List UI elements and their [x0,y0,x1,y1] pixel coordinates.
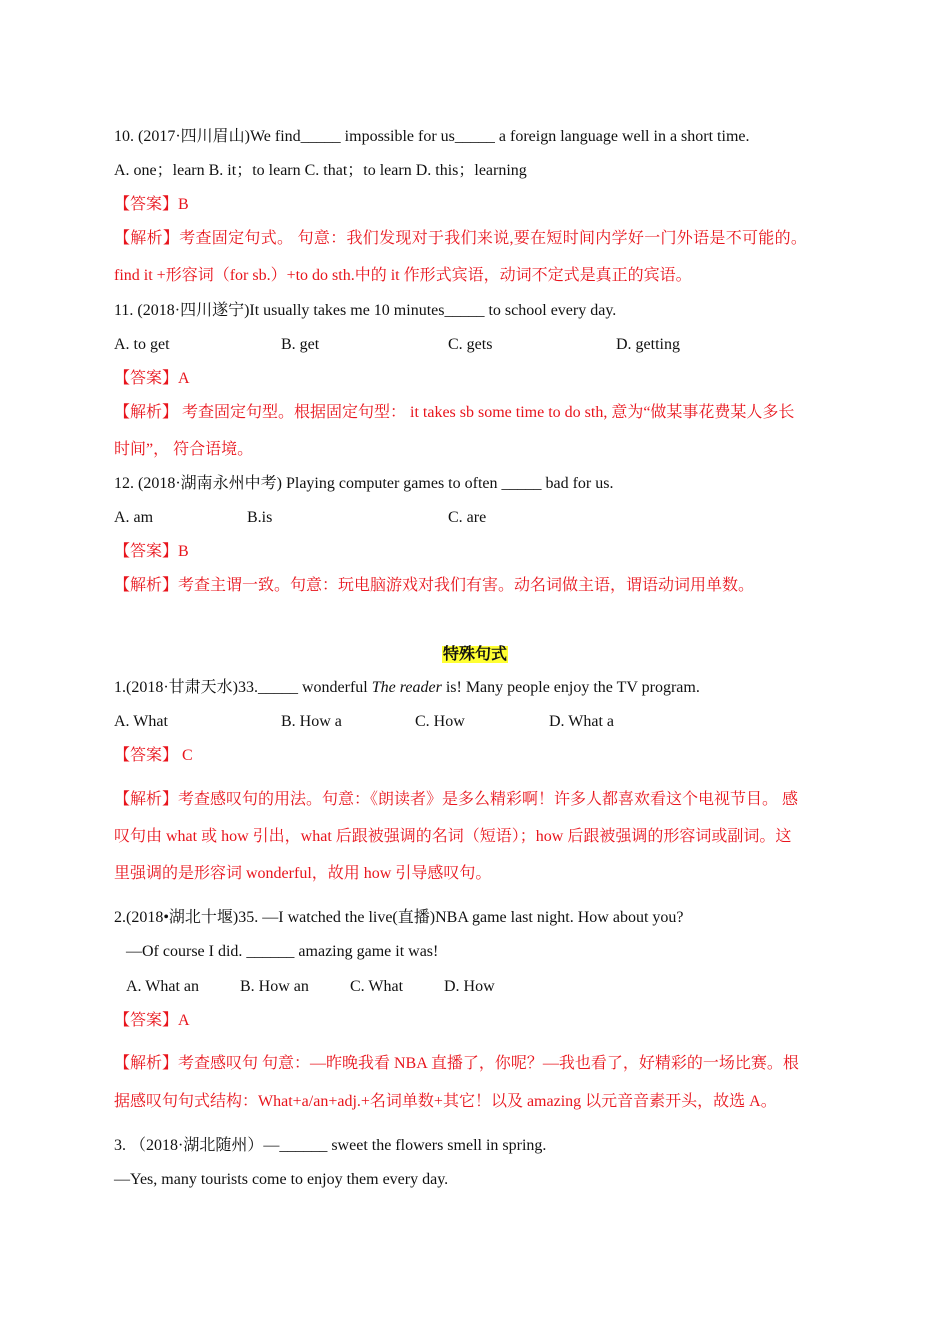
section-title-highlight: 特殊句式 [442,646,507,663]
s2-stem: 2.(2018•湖北十堰)35. —I watched the live(直播)NBA game last night. How about you? [114,909,684,926]
q11-option-a: A. to get [114,336,170,353]
q10-stem: 10. (2017·四川眉山)We find_____ impossible for us_____ a foreign language well in a short time. [114,128,750,145]
s1-analysis-line1: 【解析】考查感叹句的用法。句意：《朗读者》是多么精彩啊！许多人都喜欢看这个电视节目。 感 [114,791,799,808]
s1-analysis-line2: 叹句由 what 或 how 引出，what 后跟被强调的名词（短语）；how 后跟被强调的形容词或副词。这 [114,828,792,845]
q10-options: A. one；learn B. it；to learn C. that；to learn D. this；learning [114,162,527,179]
s2-option-a: A. What an [126,978,200,995]
q11-option-b: B. get [281,336,320,353]
q11-analysis-line2: 时间”， 符合语境。 [114,441,254,458]
q10-analysis-line1: 【解析】考查固定句式。 句意：我们发现对于我们来说,要在短时间内学好一门外语是不可能的。 [114,230,808,247]
s2-option-b: B. How an [240,978,309,995]
q10-analysis-line2: find it +形容词（for sb.）+to do sth.中的 it 作形式宾语，动词不定式是真正的宾语。 [114,267,692,284]
s2-reply: —Of course I did. ______ amazing game it was! [126,943,439,960]
q12-analysis: 【解析】考查主谓一致。句意：玩电脑游戏对我们有害。动名词做主语，谓语动词用单数。 [114,577,755,594]
section-title [0,645,950,665]
s1-stem-pre: 1.(2018·甘肃天水)33._____ wonderful [114,679,372,696]
q12-option-b: B.is [247,509,273,526]
s1-analysis-line3: 里强调的是形容词 wonderful，故用 how 引导感叹句。 [114,865,492,882]
q10-answer: 【答案】B [114,196,189,213]
q11-answer: 【答案】A [114,370,190,387]
q11-options [114,335,834,355]
q12-stem: 12. (2018·湖南永州中考) Playing computer games to often _____ bad for us. [114,475,614,492]
q11-analysis-line1: 【解析】 考查固定句型。根据固定句型： it takes sb some time to do sth, 意为“做某事花费某人多长 [114,404,795,421]
s1-option-d: D. What a [549,713,615,730]
s2-option-c: C. What [350,978,404,995]
s1-stem [114,678,700,698]
s2-analysis-line1: 【解析】考查感叹句 句意：—昨晚我看 NBA 直播了，你呢？—我也看了，好精彩的一场比赛。根 [114,1055,799,1072]
q11-option-d: D. getting [616,336,680,353]
s2-option-d: D. How [444,978,495,995]
s3-stem: 3. （2018·湖北随州）—______ sweet the flowers smell in spring. [114,1137,547,1154]
s1-option-a: A. What [114,713,168,730]
q12-options [114,508,834,528]
q12-option-a: A. am [114,509,154,526]
s3-reply: —Yes, many tourists come to enjoy them every day. [114,1171,449,1188]
q11-option-c: C. gets [448,336,493,353]
s1-stem-post: is! Many people enjoy the TV program. [441,679,700,696]
s2-options [126,977,846,997]
s1-answer: 【答案】 C [114,747,193,764]
s1-stem-italic: The reader [371,679,442,696]
s1-option-c: C. How [415,713,465,730]
s1-options [114,712,834,732]
q12-answer: 【答案】B [114,543,189,560]
s2-analysis-line2: 据感叹句句式结构：What+a/an+adj.+名词单数+其它！以及 amazing 以元音音素开头，故选 A。 [114,1093,777,1110]
s2-answer: 【答案】A [114,1012,190,1029]
q12-option-c: C. are [448,509,487,526]
s1-option-b: B. How a [281,713,342,730]
q11-stem: 11. (2018·四川遂宁)It usually takes me 10 minutes_____ to school every day. [114,302,617,319]
